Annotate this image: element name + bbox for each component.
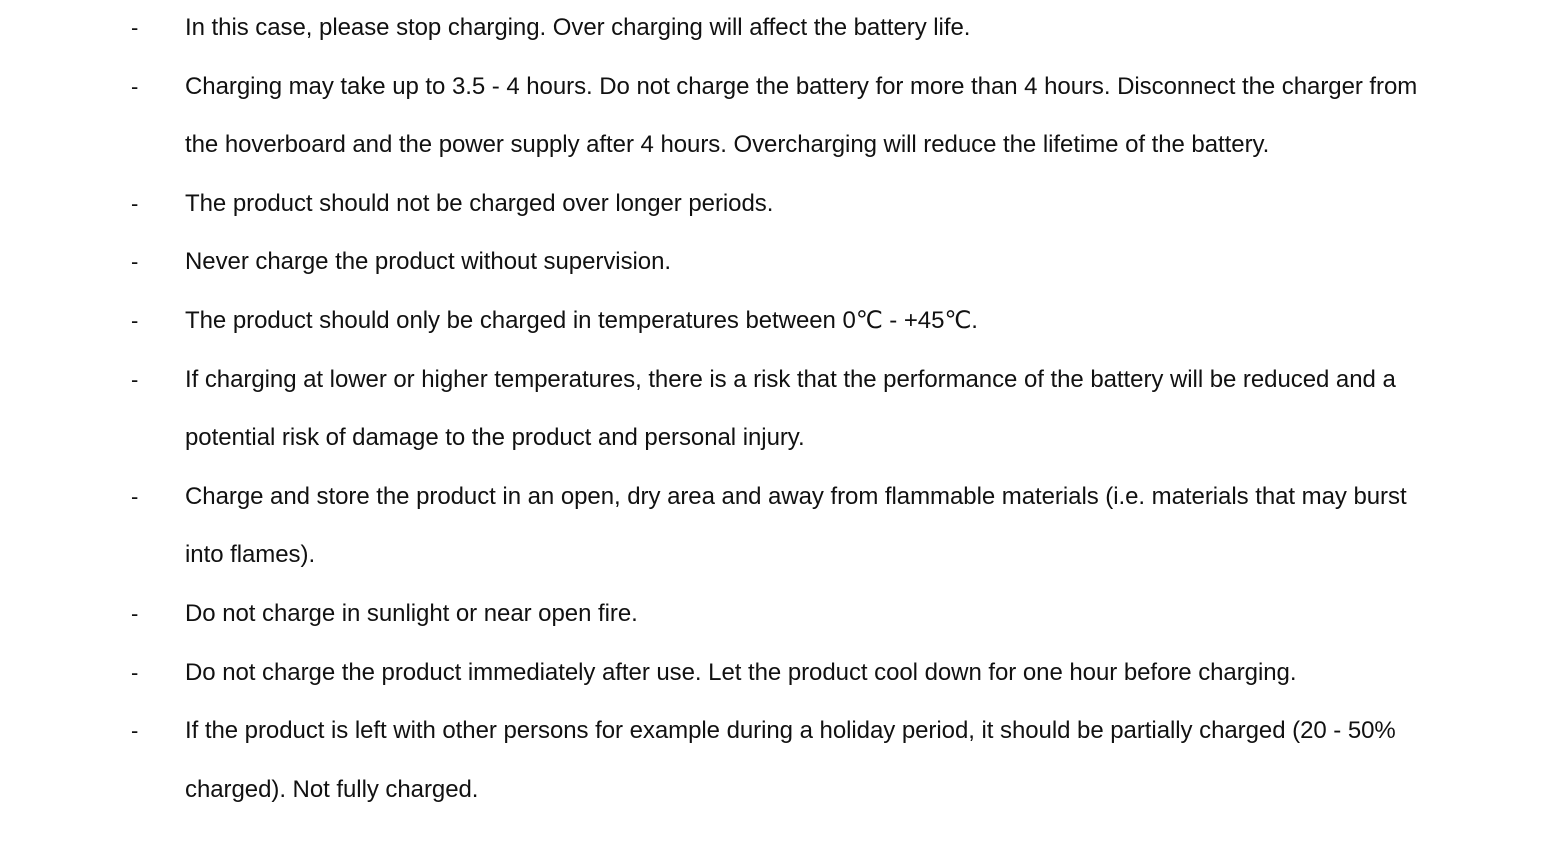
list-item [0,644,1565,703]
list-item [0,585,1565,644]
list-item [0,292,1565,351]
list-item-text: Do not charge the product immediately after use. Let the product cool down for one hour before charging. [185,658,1297,686]
dash-bullet: - [131,483,139,509]
list-item-text: If the product is left with other persons for example during a holiday period, it should be partially charged (20 - 50% charged). Not fully charged. [185,717,1396,803]
list-item-text: Charging may take up to 3.5 - 4 hours. Do not charge the battery for more than 4 hours. Disconnect the charger from the hoverboard and the power supply after 4 hours. Overcharging will reduce the lifetime of the battery. [185,72,1418,159]
list-item-text: Never charge the product without supervision. [185,248,672,276]
list-item [0,233,1565,292]
list-item-text: In this case, please stop charging. Over charging will affect the battery life. [185,14,971,41]
list-item-text: Charge and store the product in an open, dry area and away from flammable materials (i.e. materials that may burst into flames). [185,482,1407,569]
dash-bullet: - [131,15,139,40]
list-item [0,468,1565,585]
list-item [0,351,1565,468]
dash-bullet: - [131,366,139,392]
dash-bullet: - [131,718,139,744]
list-item [0,0,1565,58]
dash-bullet: - [131,659,139,685]
list-item-text: If charging at lower or higher temperatures, there is a risk that the performance of the battery will be reduced and a potential risk of damage to the product and personal injury. [185,365,1396,452]
list-item-text: The product should only be charged in temperatures between 0℃ - +45℃. [185,306,978,334]
list-item-text: The product should not be charged over longer periods. [185,189,774,217]
list-item [0,175,1565,234]
dash-bullet: - [131,307,139,333]
dash-bullet: - [131,600,139,626]
list-item-text: Do not charge in sunlight or near open fire. [185,599,638,627]
dash-bullet: - [131,190,139,216]
dash-bullet: - [131,249,139,275]
list-item [0,58,1565,175]
list-item [0,702,1565,819]
dash-bullet: - [131,73,139,99]
